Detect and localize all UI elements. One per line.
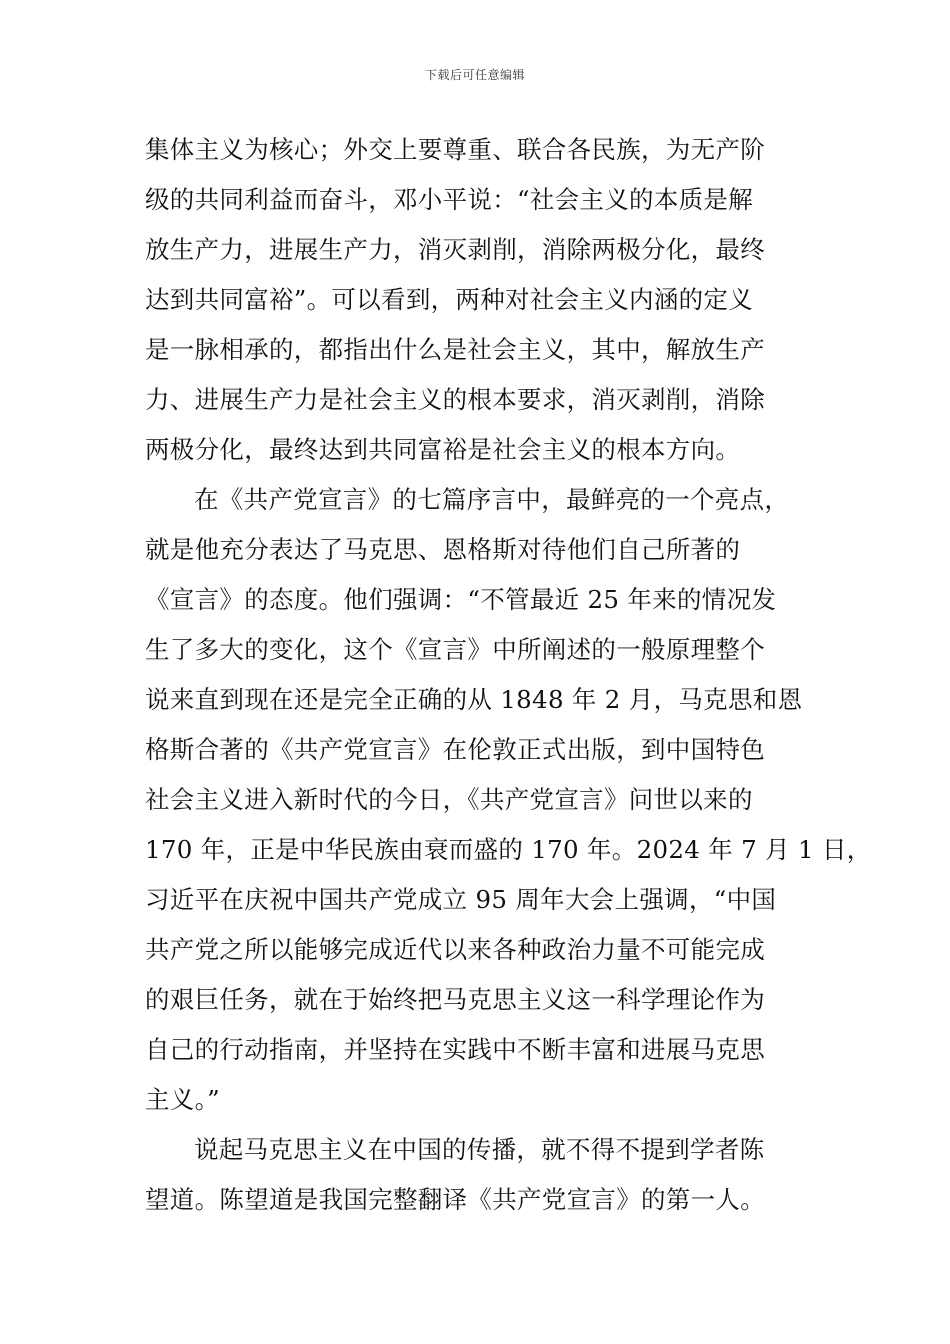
text-line: 共产党之所以能够完成近代以来各种政治力量不可能完成 [145,935,765,964]
paragraph-start-line: 说起马克思主义在中国的传播，就不得不提到学者陈 [194,1135,765,1164]
text-line: 就是他充分表达了马克思、恩格斯对待他们自己所著的 [145,535,741,564]
paragraph-start-line: 在《共产党宣言》的七篇序言中，最鲜亮的一个亮点， [194,485,790,514]
text-line: 是一脉相承的，都指出什么是社会主义，其中，解放生产 [145,335,765,364]
text-line: 望道。陈望道是我国完整翻译《共产党宣言》的第一人。 [145,1185,765,1214]
text-line: 两极分化，最终达到共同富裕是社会主义的根本方向。 [145,435,741,464]
text-line: 集体主义为核心；外交上要尊重、联合各民族，为无产阶 [145,135,765,164]
text-line: 生了多大的变化，这个《宣言》中所阐述的一般原理整个 [145,635,765,664]
text-line: 社会主义进入新时代的今日，《共产党宣言》问世以来的 [145,785,753,814]
text-line: 达到共同富裕”。可以看到，两种对社会主义内涵的定义 [145,285,754,314]
text-line: 的艰巨任务，就在于始终把马克思主义这一科学理论作为 [145,985,765,1014]
text-line: 力、进展生产力是社会主义的根本要求，消灭剥削，消除 [145,385,765,414]
text-line: 《宣言》的态度。他们强调：“不管最近 25 年来的情况发 [145,585,777,614]
text-line: 习近平在庆祝中国共产党成立 95 周年大会上强调，“中国 [145,885,777,914]
text-line: 170 年，正是中华民族由衰而盛的 170 年。2024 年 7 月 1 日， [145,835,872,864]
text-line: 主义。” [145,1085,220,1114]
page-header: 下载后可任意编辑 [424,68,525,82]
text-line: 级的共同利益而奋斗，邓小平说：“社会主义的本质是解 [145,185,754,214]
text-line: 放生产力，进展生产力，消灭剥削，消除两极分化，最终 [145,235,765,264]
text-line: 格斯合著的《共产党宣言》在伦敦正式出版，到中国特色 [145,735,765,764]
text-line: 自己的行动指南，并坚持在实践中不断丰富和进展马克思 [145,1035,765,1064]
text-line: 说来直到现在还是完全正确的从 1848 年 2 月，马克思和恩 [145,685,803,714]
